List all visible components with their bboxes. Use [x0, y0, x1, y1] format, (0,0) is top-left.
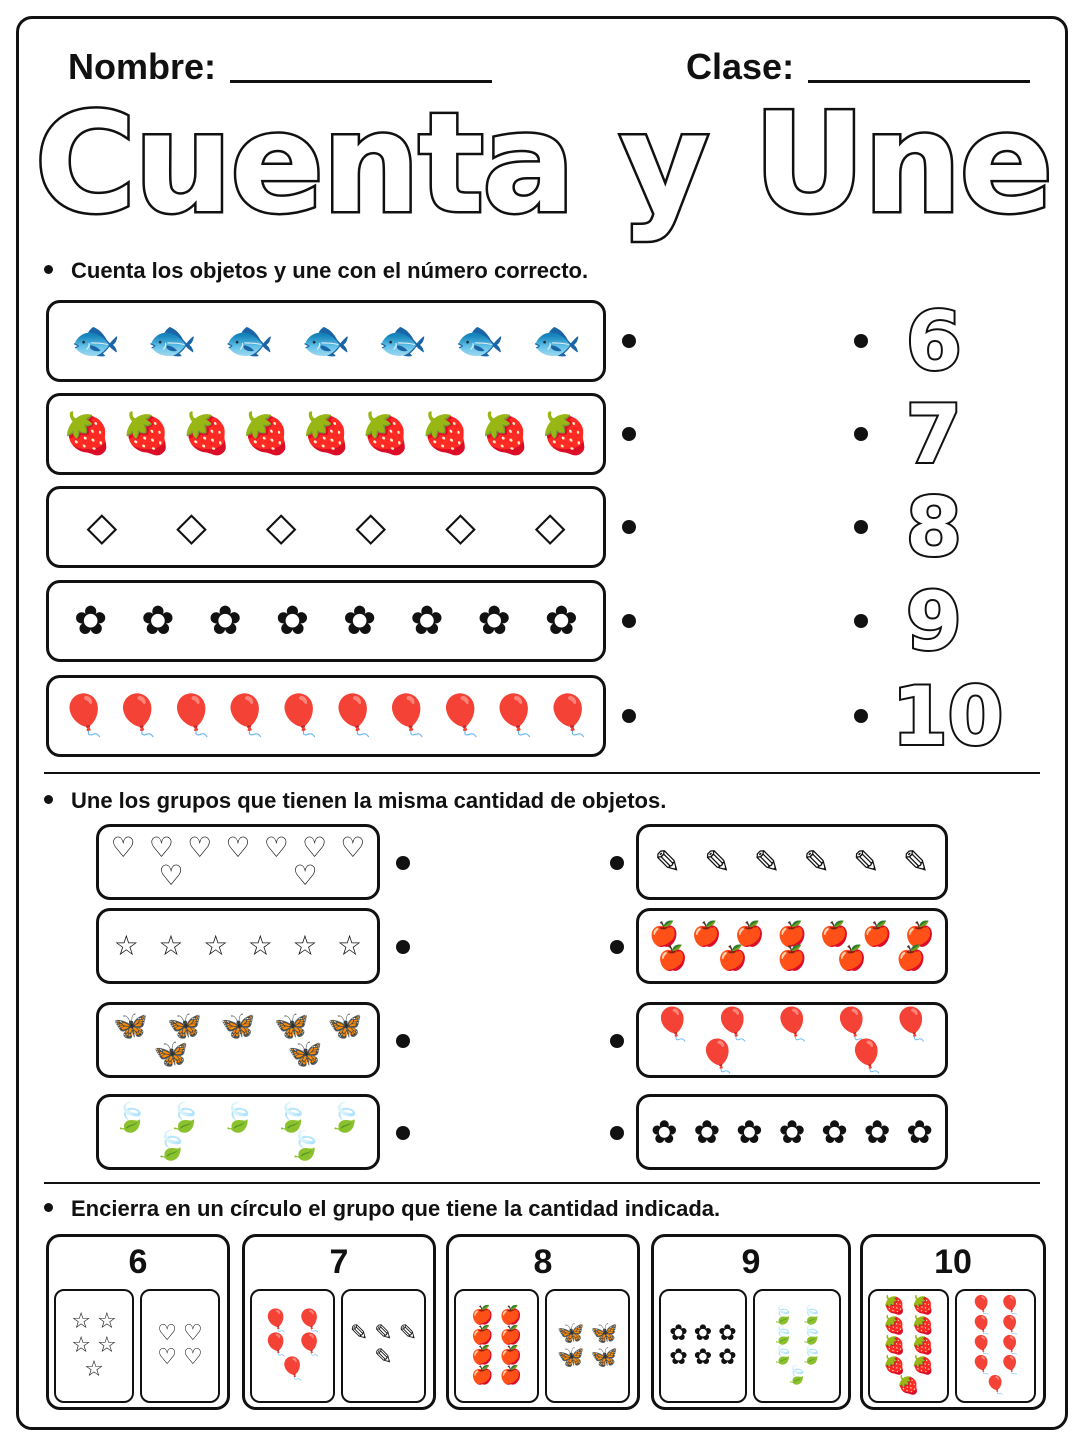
connect-dot[interactable]: [622, 709, 636, 723]
apple-icon: 🍎: [499, 1345, 522, 1366]
fish-icon: 🐟: [454, 318, 505, 364]
fish-icon: 🐟: [147, 318, 198, 364]
balloon-icon: 🎈: [220, 693, 271, 739]
fish-icon: 🐟: [301, 318, 351, 364]
object-group: [109, 1005, 367, 1075]
strawberry-icon: 🍓: [883, 1355, 906, 1376]
strawberry-icon: 🍓: [420, 411, 471, 457]
apple-icon: 🍎: [471, 1305, 494, 1326]
connect-dot[interactable]: [622, 427, 636, 441]
count-card: [860, 1234, 1046, 1410]
flower-icon: ✿: [650, 1113, 678, 1151]
apple-icon: 🍎: [499, 1365, 522, 1386]
strawberry-icon: 🍓: [911, 1295, 934, 1316]
flower-icon: ✿: [693, 1345, 713, 1370]
group-box-left: [96, 1094, 380, 1170]
count-card: [242, 1234, 436, 1410]
card-number: 7: [329, 1243, 349, 1281]
flower-icon: ✿: [778, 1113, 806, 1151]
apple-icon: 🍎: [717, 944, 748, 972]
star-icon: ☆: [97, 1309, 117, 1334]
butterfly-icon: 🦋: [274, 1009, 310, 1042]
apple-icon: 🍎: [499, 1325, 522, 1346]
leaf-icon: 🍃: [771, 1325, 794, 1346]
pencil-icon: ✎: [374, 1345, 393, 1370]
balloon-icon: 🎈: [970, 1355, 993, 1376]
kite-icon: ◇: [355, 504, 387, 550]
kite-icon: ◇: [86, 504, 118, 550]
name-field[interactable]: [68, 46, 492, 88]
leaf-icon: 🍃: [153, 1129, 189, 1162]
object-group: [109, 1097, 367, 1167]
kite-icon: ◇: [265, 504, 297, 550]
butterfly-icon: 🦋: [590, 1345, 618, 1370]
choice-group[interactable]: [868, 1289, 949, 1403]
balloon-icon: 🎈: [166, 693, 217, 739]
butterfly-icon: 🦋: [590, 1321, 618, 1346]
leaf-icon: 🍃: [274, 1101, 310, 1134]
flower-icon: ✿: [736, 1113, 763, 1151]
number-target: 10: [892, 670, 1004, 763]
number-target: 7: [906, 388, 962, 481]
kite-icon: ◇: [176, 504, 207, 550]
strawberry-icon: 🍓: [540, 411, 590, 457]
strawberry-icon: 🍓: [883, 1295, 906, 1316]
heart-icon: ♡: [148, 831, 174, 864]
pencil-icon: ✎: [374, 1321, 393, 1346]
card-number: 9: [741, 1243, 761, 1281]
butterfly-icon: 🦋: [113, 1009, 149, 1042]
flower-icon: ✿: [821, 1113, 848, 1151]
apple-icon: 🍎: [862, 920, 893, 948]
object-row: [46, 486, 606, 568]
pencil-icon: ✎: [654, 843, 682, 881]
choice-group[interactable]: [140, 1289, 220, 1403]
strawberry-icon: 🍓: [301, 411, 351, 457]
butterfly-icon: 🦋: [166, 1009, 202, 1042]
page-title: Cuenta y Une: [34, 83, 1052, 244]
count-card: [446, 1234, 640, 1410]
instruction-1: Cuenta los objetos y une con el número correcto.: [44, 258, 588, 284]
heart-icon: ♡: [292, 859, 318, 892]
group-box-right: [636, 908, 948, 984]
butterfly-icon: 🦋: [557, 1321, 585, 1346]
count-card: [46, 1234, 230, 1410]
object-row: [46, 300, 606, 382]
apple-icon: 🍎: [499, 1305, 522, 1326]
connect-dot[interactable]: [854, 427, 868, 441]
object-group: [57, 489, 595, 565]
kite-icon: ◇: [534, 504, 566, 550]
group-box-right: [636, 1094, 948, 1170]
pencil-icon: ✎: [704, 843, 731, 881]
heart-icon: ♡: [157, 1321, 177, 1346]
balloon-icon: 🎈: [489, 693, 540, 739]
heart-icon: ♡: [110, 831, 136, 864]
leaf-icon: 🍃: [800, 1305, 823, 1326]
star-icon: ☆: [158, 929, 184, 962]
balloon-icon: 🎈: [543, 693, 593, 739]
strawberry-icon: 🍓: [121, 411, 172, 457]
balloon-icon: 🎈: [970, 1295, 993, 1316]
object-group: [57, 396, 595, 472]
strawberry-icon: 🍓: [911, 1355, 934, 1376]
connect-dot[interactable]: [854, 709, 868, 723]
group-box-left: [96, 824, 380, 900]
balloon-icon: 🎈: [262, 1333, 290, 1358]
bullet-icon: [44, 1203, 53, 1212]
connect-dot[interactable]: [396, 1126, 410, 1140]
apple-icon: 🍎: [649, 920, 680, 948]
butterfly-icon: 🦋: [327, 1009, 363, 1042]
star-icon: ☆: [113, 929, 139, 962]
pencil-icon: ✎: [902, 843, 930, 881]
pencil-icon: ✎: [803, 843, 831, 881]
balloon-icon: 🎈: [772, 1005, 812, 1043]
connect-dot[interactable]: [854, 520, 868, 534]
strawberry-icon: 🍓: [181, 411, 232, 457]
flower-icon: ✿: [718, 1321, 737, 1346]
leaf-icon: 🍃: [166, 1101, 202, 1134]
object-row: [46, 393, 606, 475]
instruction-2: Une los grupos que tienen la misma cantidad de objetos.: [44, 788, 666, 814]
card-number: 8: [533, 1243, 553, 1281]
leaf-icon: 🍃: [113, 1101, 149, 1134]
leaf-icon: 🍃: [800, 1345, 823, 1366]
heart-icon: ♡: [183, 1321, 203, 1346]
connect-dot[interactable]: [610, 1126, 624, 1140]
balloon-icon: 🎈: [984, 1375, 1007, 1396]
number-target: 9: [906, 575, 962, 668]
star-icon: ☆: [71, 1309, 91, 1334]
divider: [44, 772, 1040, 774]
apple-icon: 🍎: [896, 944, 927, 972]
balloon-icon: 🎈: [998, 1335, 1021, 1356]
divider: [44, 1182, 1040, 1184]
card-number: 6: [128, 1243, 148, 1281]
apple-icon: 🍎: [777, 944, 807, 972]
fish-icon: 🐟: [70, 318, 121, 364]
flower-icon: ✿: [906, 1113, 934, 1151]
balloon-icon: 🎈: [262, 1309, 290, 1334]
leaf-icon: 🍃: [287, 1129, 323, 1162]
apple-icon: 🍎: [691, 920, 722, 948]
leaf-icon: 🍃: [327, 1101, 363, 1134]
object-group: [649, 1097, 935, 1167]
heart-icon: ♡: [301, 831, 328, 864]
heart-icon: ♡: [225, 831, 251, 864]
apple-icon: 🍎: [471, 1345, 494, 1366]
apple-icon: 🍎: [471, 1325, 494, 1346]
choice-group[interactable]: [341, 1289, 426, 1403]
heart-icon: ♡: [158, 859, 184, 892]
leaf-icon: 🍃: [785, 1365, 809, 1386]
star-icon: ☆: [337, 929, 363, 962]
leaf-icon: 🍃: [771, 1305, 794, 1326]
group-box-right: [636, 1002, 948, 1078]
strawberry-icon: 🍓: [480, 411, 531, 457]
flower-icon: ✿: [693, 1113, 721, 1151]
strawberry-icon: 🍓: [241, 411, 292, 457]
kite-icon: ◇: [445, 504, 476, 550]
balloon-icon: 🎈: [327, 693, 378, 739]
choice-group[interactable]: [250, 1289, 335, 1403]
flower-icon: ✿: [477, 598, 511, 644]
butterfly-icon: 🦋: [153, 1037, 189, 1070]
object-group: [109, 911, 367, 981]
connect-dot[interactable]: [396, 1034, 410, 1048]
choice-group[interactable]: [454, 1289, 539, 1403]
name-label: Nombre:: [68, 46, 217, 87]
strawberry-icon: 🍓: [883, 1315, 906, 1336]
number-target: 6: [906, 295, 962, 388]
name-line[interactable]: [230, 50, 492, 83]
leaf-icon: 🍃: [220, 1101, 256, 1134]
balloon-icon: 🎈: [435, 693, 486, 739]
choice-group[interactable]: [545, 1289, 630, 1403]
object-row: [46, 580, 606, 662]
group-box-right: [636, 824, 948, 900]
connect-dot[interactable]: [622, 614, 636, 628]
object-group: [57, 678, 595, 754]
balloon-icon: 🎈: [381, 693, 432, 739]
flower-icon: ✿: [410, 598, 444, 644]
balloon-icon: 🎈: [998, 1355, 1021, 1376]
object-group: [109, 827, 367, 897]
flower-icon: ✿: [669, 1345, 688, 1370]
balloon-icon: 🎈: [970, 1315, 993, 1336]
group-box-left: [96, 1002, 380, 1078]
leaf-icon: 🍃: [800, 1325, 823, 1346]
connect-dot[interactable]: [396, 856, 410, 870]
apple-icon: 🍎: [836, 944, 867, 972]
strawberry-icon: 🍓: [897, 1375, 920, 1396]
balloon-icon: 🎈: [278, 1357, 307, 1382]
strawberry-icon: 🍓: [911, 1335, 934, 1356]
class-label: Clase:: [686, 46, 795, 87]
flower-icon: ✿: [342, 598, 377, 644]
connect-dot[interactable]: [854, 614, 868, 628]
choice-group[interactable]: [659, 1289, 747, 1403]
object-group: [649, 827, 935, 897]
connect-dot[interactable]: [610, 1034, 624, 1048]
apple-icon: 🍎: [904, 920, 935, 948]
connect-dot[interactable]: [622, 334, 636, 348]
bullet-icon: [44, 795, 53, 804]
card-number: 10: [934, 1243, 972, 1281]
apple-icon: 🍎: [819, 920, 850, 948]
fish-icon: 🐟: [377, 318, 428, 364]
butterfly-icon: 🦋: [557, 1345, 585, 1370]
instruction-3: Encierra en un círculo el grupo que tiene la cantidad indicada.: [44, 1196, 720, 1222]
star-icon: ☆: [203, 929, 229, 962]
strawberry-icon: 🍓: [360, 411, 411, 457]
connect-dot[interactable]: [610, 856, 624, 870]
balloon-icon: 🎈: [712, 1005, 753, 1043]
heart-icon: ♡: [263, 831, 289, 864]
fish-icon: 🐟: [531, 318, 582, 364]
class-field[interactable]: [686, 46, 1030, 88]
choice-group[interactable]: [54, 1289, 134, 1403]
balloon-icon: 🎈: [295, 1309, 323, 1334]
connect-dot[interactable]: [622, 520, 636, 534]
star-icon: ☆: [247, 929, 273, 962]
flower-icon: ✿: [73, 598, 108, 644]
pencil-icon: ✎: [753, 843, 781, 881]
object-group: [649, 911, 935, 981]
star-icon: ☆: [71, 1333, 91, 1358]
flower-icon: ✿: [544, 598, 579, 644]
flower-icon: ✿: [863, 1113, 891, 1151]
balloon-icon: 🎈: [652, 1005, 693, 1043]
connect-dot[interactable]: [854, 334, 868, 348]
group-box-left: [96, 908, 380, 984]
butterfly-icon: 🦋: [287, 1037, 323, 1070]
balloon-icon: 🎈: [274, 693, 324, 739]
butterfly-icon: 🦋: [220, 1009, 256, 1042]
object-group: [57, 303, 595, 379]
balloon-icon: 🎈: [112, 693, 163, 739]
number-target: 8: [906, 481, 962, 574]
leaf-icon: 🍃: [771, 1345, 794, 1366]
strawberry-icon: 🍓: [911, 1315, 934, 1336]
star-icon: ☆: [84, 1357, 104, 1382]
pencil-icon: ✎: [349, 1321, 369, 1346]
apple-icon: 🍎: [734, 920, 765, 948]
heart-icon: ♡: [340, 831, 366, 864]
flower-icon: ✿: [718, 1345, 737, 1370]
flower-icon: ✿: [669, 1321, 688, 1346]
fish-icon: 🐟: [224, 318, 275, 364]
balloon-icon: 🎈: [295, 1333, 323, 1358]
object-group: [649, 1005, 935, 1075]
strawberry-icon: 🍓: [883, 1335, 906, 1356]
balloon-icon: 🎈: [998, 1315, 1021, 1336]
flower-icon: ✿: [141, 598, 175, 644]
heart-icon: ♡: [187, 831, 213, 864]
choice-group[interactable]: [955, 1289, 1036, 1403]
apple-icon: 🍎: [777, 920, 807, 948]
choice-group[interactable]: [753, 1289, 841, 1403]
connect-dot[interactable]: [396, 940, 410, 954]
star-icon: ☆: [97, 1333, 117, 1358]
balloon-icon: 🎈: [58, 693, 109, 739]
pencil-icon: ✎: [398, 1321, 418, 1346]
balloon-icon: 🎈: [697, 1037, 738, 1075]
heart-icon: ♡: [183, 1345, 203, 1370]
flower-icon: ✿: [693, 1321, 713, 1346]
balloon-icon: 🎈: [970, 1335, 993, 1356]
strawberry-icon: 🍓: [61, 411, 112, 457]
flower-icon: ✿: [275, 598, 310, 644]
balloon-icon: 🎈: [846, 1037, 887, 1075]
heart-icon: ♡: [157, 1345, 177, 1370]
balloon-icon: 🎈: [998, 1295, 1021, 1316]
star-icon: ☆: [292, 929, 318, 962]
object-group: [57, 583, 595, 659]
flower-icon: ✿: [208, 598, 242, 644]
pencil-icon: ✎: [853, 843, 880, 881]
apple-icon: 🍎: [471, 1365, 494, 1386]
object-row: [46, 675, 606, 757]
balloon-icon: 🎈: [831, 1005, 872, 1043]
balloon-icon: 🎈: [891, 1005, 932, 1043]
apple-icon: 🍎: [657, 944, 688, 972]
connect-dot[interactable]: [610, 940, 624, 954]
class-line[interactable]: [808, 50, 1030, 83]
count-card: [651, 1234, 851, 1410]
bullet-icon: [44, 265, 53, 274]
